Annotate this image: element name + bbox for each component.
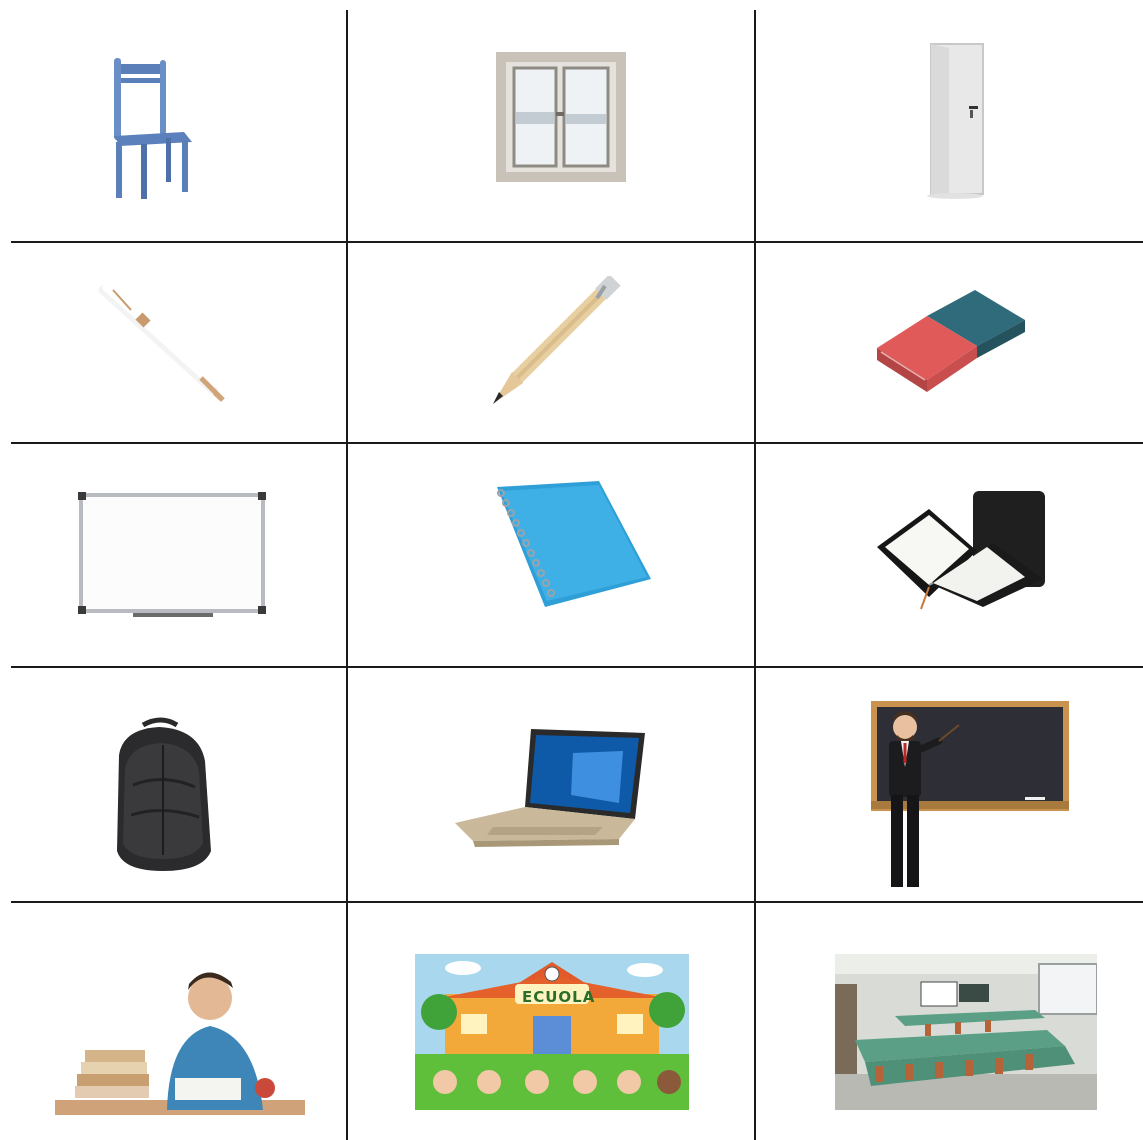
planner-icon: [873, 487, 1053, 617]
whiteboard-cell: [11, 443, 346, 666]
eraser-cell: [755, 242, 1143, 442]
pen-cell: [11, 242, 346, 442]
school-sign-text: ECUOLA: [522, 988, 596, 1006]
chair-icon: [96, 50, 236, 210]
door-icon: [919, 40, 989, 200]
student-icon: [55, 960, 305, 1115]
teacher-cell: [755, 667, 1143, 901]
classroom-cell: [755, 902, 1143, 1140]
pencil-icon: [487, 276, 627, 411]
school-icon: [415, 954, 689, 1110]
planner-cell: [755, 443, 1143, 666]
school-cell: [347, 902, 754, 1140]
laptop-icon: [453, 723, 653, 853]
notebook-icon: [487, 479, 657, 614]
classroom-icon: [835, 954, 1097, 1110]
backpack-icon: [103, 715, 223, 875]
student-cell: [11, 902, 346, 1140]
laptop-cell: [347, 667, 754, 901]
eraser-icon: [867, 288, 1027, 398]
window-cell: [347, 10, 754, 241]
chair-cell: [11, 10, 346, 241]
pencil-cell: [347, 242, 754, 442]
door-cell: [755, 10, 1143, 241]
pen-icon: [91, 282, 231, 407]
whiteboard-icon: [77, 491, 267, 626]
teacher-icon: [865, 697, 1075, 897]
notebook-cell: [347, 443, 754, 666]
window-icon: [496, 52, 626, 182]
backpack-cell: [11, 667, 346, 901]
